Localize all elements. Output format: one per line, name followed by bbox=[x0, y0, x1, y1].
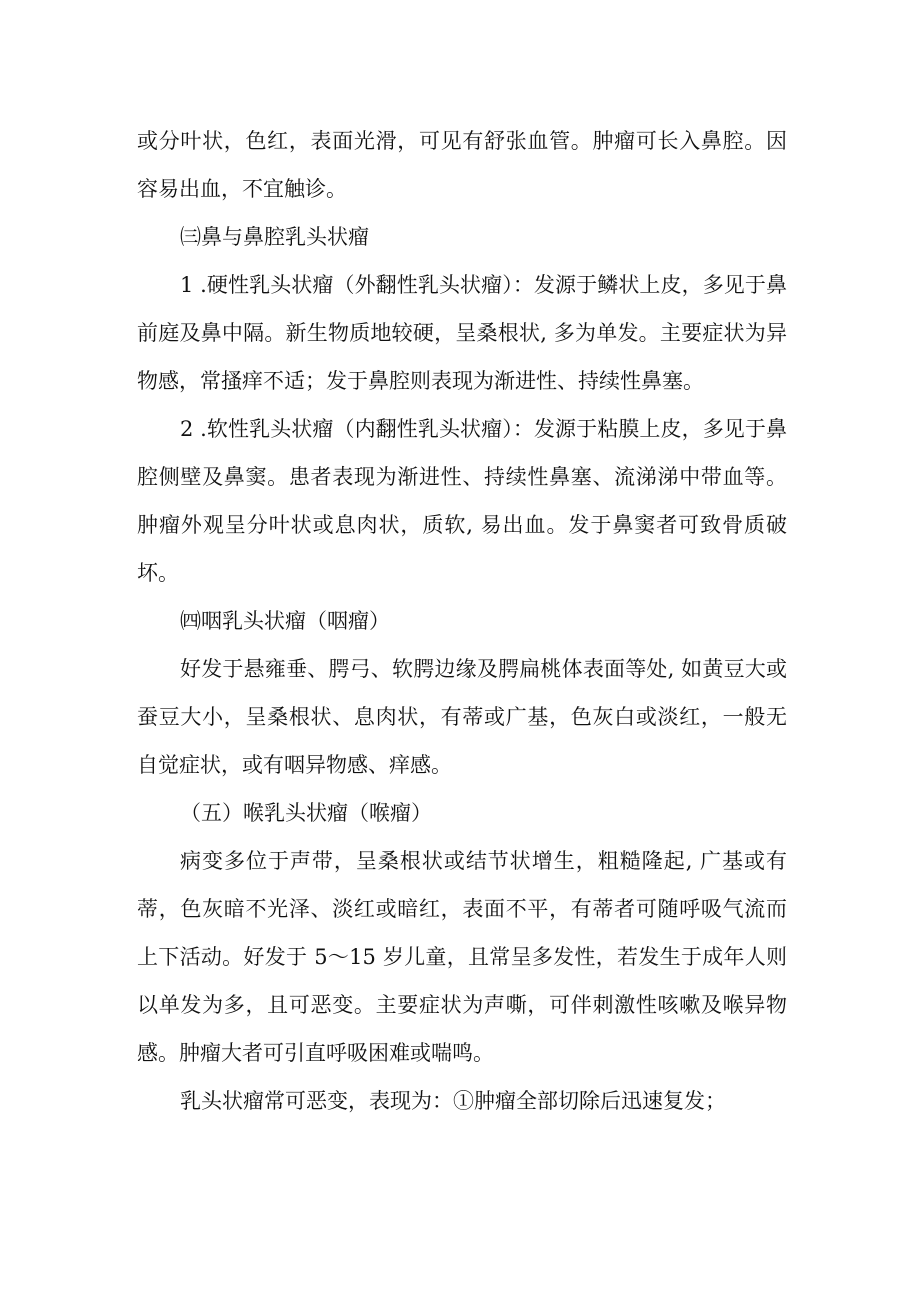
paragraph-soft-papilloma: 2 .软性乳头状瘤（内翻性乳头状瘤）：发源于粘膜上皮，多见于鼻腔侧壁及鼻窦。患者表现为渐进性、持续性鼻塞、流涕涕中带血等。肿瘤外观呈分叶状或息肉状，质软, 易出血。发于鼻窦者可致骨质破坏。 bbox=[137, 417, 787, 585]
paragraph-laryngeal-papilloma: 病变多位于声带，呈桑根状或结节状增生，粗糙隆起, 广基或有蒂，色灰暗不光泽、淡红或暗红，表面不平，有蒂者可随呼吸气流而上下活动。好发于 5～15 岁儿童，且常呈多发性，若发生于成年人则以单发为多，且可恶变。主要症状为声嘶，可伴刺激性咳嗽及喉异物感。肿瘤大者可引直呼吸困难或喘鸣。 bbox=[137, 849, 787, 1065]
section-heading-pharyngeal-papilloma: ㈣咽乳头状瘤（咽瘤） bbox=[180, 609, 390, 633]
document-page bbox=[137, 117, 787, 1125]
section-heading-nasal-papilloma: ㈢鼻与鼻腔乳头状瘤 bbox=[180, 225, 369, 249]
paragraph-hard-papilloma: 1 .硬性乳头状瘤（外翻性乳头状瘤）：发源于鳞状上皮，多见于鼻前庭及鼻中隔。新生物质地较硬，呈桑根状, 多为单发。主要症状为异物感，常搔痒不适；发于鼻腔则表现为渐进性、持续性鼻塞。 bbox=[137, 273, 787, 393]
section-heading-laryngeal-papilloma: （五）喉乳头状瘤（喉瘤） bbox=[180, 801, 432, 825]
paragraph-pharyngeal-papilloma: 好发于悬雍垂、腭弓、软腭边缘及腭扁桃体表面等处, 如黄豆大或蚕豆大小，呈桑根状、息肉状，有蒂或广基，色灰白或淡红，一般无自觉症状，或有咽异物感、痒感。 bbox=[137, 657, 787, 777]
paragraph-continuation: 或分叶状，色红，表面光滑，可见有舒张血管。肿瘤可长入鼻腔。因容易出血，不宜触诊。 bbox=[137, 129, 787, 201]
paragraph-malignant-change: 乳头状瘤常可恶变，表现为：①肿瘤全部切除后迅速复发； bbox=[180, 1089, 726, 1113]
